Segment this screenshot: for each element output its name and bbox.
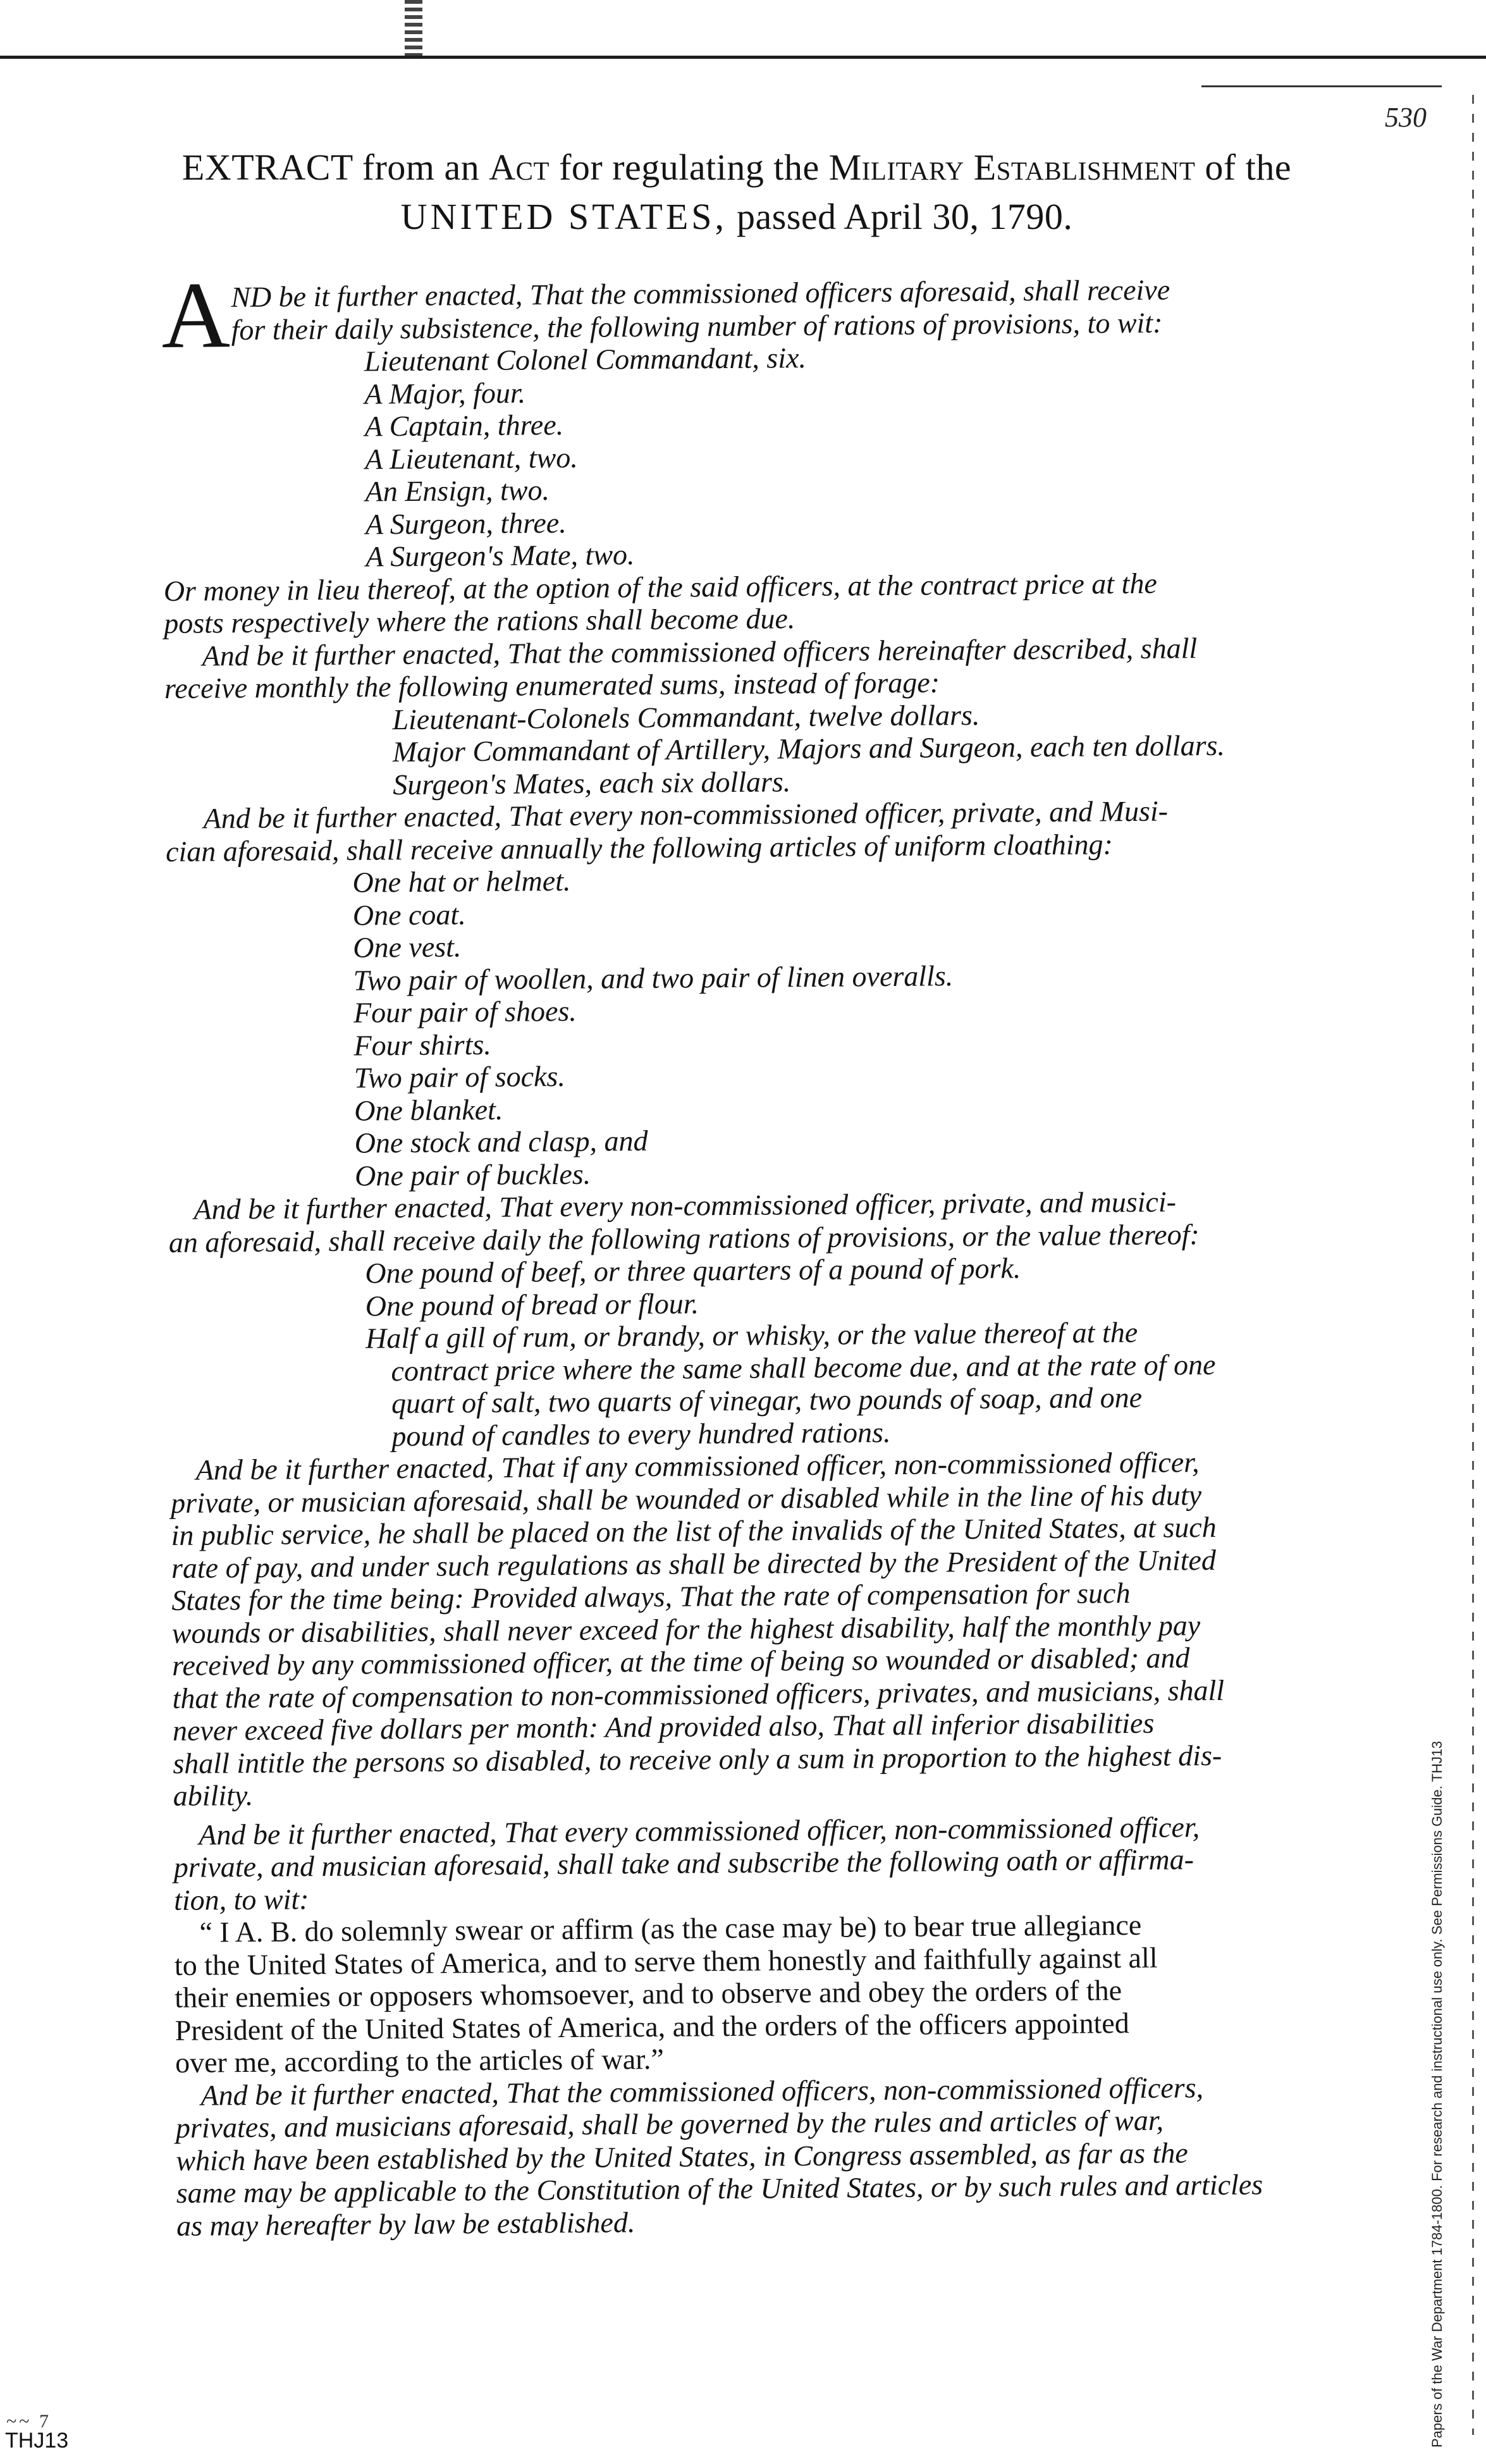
- ration-item: A Surgeon, three.: [365, 506, 567, 540]
- right-edge-rule: [1472, 95, 1474, 2435]
- ration-item: A Captain, three.: [364, 409, 564, 443]
- oath-line: over me, according to the articles of war.”: [175, 2042, 665, 2079]
- oath-line: President of the United States of America, and the orders of the officers appointed: [175, 2006, 1129, 2047]
- text-line: received by any commissioned officer, at the time of being so wounded or disabled; and: [171, 1641, 1190, 1682]
- paragraph-start: And be it further enacted, That every commissioned officer, non-commissioned officer,: [199, 1810, 1200, 1851]
- title-military-establishment: Military Establishment: [828, 147, 1196, 188]
- title-text: of the: [1195, 147, 1292, 188]
- act-text: [161, 262, 1280, 2242]
- clothing-item: Two pair of woollen, and two pair of linen overalls.: [353, 959, 954, 997]
- text-line: A ND be it further enacted, That the commissioned officers aforesaid, shall receive: [161, 262, 1170, 368]
- text-line: posts respectively where the rations shall become due.: [164, 602, 795, 639]
- text-line: privates, and musicians aforesaid, shall be governed by the rules and articles of war,: [175, 2104, 1164, 2144]
- title-act: Act: [489, 147, 550, 188]
- oath-line: their enemies or opposers whomsoever, and to observe and obey the orders of the: [175, 1974, 1122, 2014]
- text-line: for their daily subsistence, the following number of rations of provisions, to wit:: [231, 306, 1163, 346]
- title-date: passed April 30, 1790.: [727, 196, 1073, 237]
- text-line: States for the time being: Provided always, That the rate of compensation for such: [171, 1577, 1131, 1617]
- daily-ration-item: One pound of beef, or three quarters of a pound of pork.: [365, 1252, 1021, 1290]
- binding-mark: [405, 0, 422, 60]
- clothing-item: One pair of buckles.: [354, 1157, 591, 1192]
- text-line: cian aforesaid, shall receive annually the following articles of uniform cloathing:: [165, 827, 1114, 868]
- daily-ration-item: quart of salt, two quarts of vinegar, two pounds of soap, and one: [391, 1381, 1143, 1420]
- clothing-item: Four pair of shoes.: [353, 994, 577, 1029]
- text-line: which have been established by the United States, in Congress assembled, as far as the: [176, 2136, 1188, 2177]
- daily-ration-item: pound of candles to every hundred rations.: [391, 1415, 891, 1452]
- clothing-item: One stock and clasp, and: [354, 1124, 648, 1159]
- forage-item: Surgeon's Mates, each six dollars.: [393, 765, 791, 801]
- oath-line: “ I A. B. do solemnly swear or affirm (as the case may be) to bear true allegiance: [199, 1908, 1142, 1949]
- document-id: THJ13: [5, 2429, 69, 2453]
- text-line: shall intitle the persons so disabled, to receive only a sum in proportion to the highest dis-: [173, 1739, 1222, 1780]
- clothing-item: One coat.: [352, 897, 466, 932]
- text-line: rate of pay, and under such regulations as shall be directed by the President of the United: [171, 1543, 1217, 1584]
- daily-ration-item: contract price where the same shall become due, and at the rate of one: [391, 1348, 1216, 1387]
- top-rule-right: [1201, 85, 1442, 87]
- ration-item: A Lieutenant, two.: [365, 441, 578, 475]
- text-line: same may be applicable to the Constitution of the United States, or by such rules and articles: [176, 2168, 1263, 2209]
- text-line: private, or musician aforesaid, shall be wounded or disabled while in the line of his duty: [170, 1478, 1202, 1519]
- document-title: [177, 143, 1296, 242]
- clothing-item: One vest.: [353, 930, 462, 964]
- title-united-states: UNITED STATES,: [400, 196, 728, 237]
- clothing-item: One hat or helmet.: [352, 864, 571, 899]
- paragraph-start: And be it further enacted, That the commissioned officers hereinafter described, shall: [202, 631, 1198, 672]
- text-line: wounds or disabilities, shall never exceed for the highest disability, half the monthly pay: [171, 1608, 1201, 1649]
- oath-line: to the United States of America, and to serve them honestly and faithfully against all: [174, 1941, 1158, 1981]
- text-line: tion, to wit:: [173, 1882, 309, 1916]
- title-text: EXTRACT from an: [181, 147, 489, 188]
- text-line: ability.: [173, 1778, 254, 1812]
- ration-item: A Major, four.: [364, 376, 526, 410]
- daily-ration-item: Half a gill of rum, or brandy, or whisky, or the value thereof at the: [365, 1315, 1138, 1355]
- paragraph-start: And be it further enacted, That if any commissioned officer, non-commissioned officer,: [195, 1446, 1200, 1486]
- text-line: private, and musician aforesaid, shall take and subscribe the following oath or affirma-: [173, 1843, 1194, 1883]
- top-rule: [0, 56, 1486, 59]
- drop-cap: A: [161, 262, 231, 368]
- title-text: for regulating the: [550, 147, 829, 188]
- ration-item: A Surgeon's Mate, two.: [365, 538, 635, 573]
- clothing-item: Four shirts.: [353, 1028, 491, 1062]
- text-line: in public service, he shall be placed on the list of the invalids of the United States, at such: [171, 1510, 1217, 1551]
- bottom-mark: ~~ 7: [6, 2411, 51, 2432]
- forage-item: Lieutenant-Colonels Commandant, twelve dollars.: [392, 698, 980, 736]
- ration-item: An Ensign, two.: [365, 474, 550, 508]
- title-line-2: [177, 192, 1296, 242]
- ration-item: Lieutenant Colonel Commandant, six.: [364, 341, 807, 378]
- text-line: never exceed five dollars per month: And provided also, That all inferior disabilities: [172, 1706, 1155, 1747]
- paragraph-start: And be it further enacted, That every non-commissioned officer, private, and Musi-: [203, 794, 1169, 835]
- title-line-1: [177, 143, 1296, 192]
- clothing-item: One blanket.: [354, 1093, 503, 1127]
- forage-item: Major Commandant of Artillery, Majors and Surgeon, each ten dollars.: [392, 729, 1225, 768]
- paragraph-start: And be it further enacted, That the commissioned officers, non-commissioned officers,: [200, 2071, 1204, 2112]
- text-line: as may hereafter by law be established.: [176, 2205, 636, 2242]
- page-number: 530: [1385, 102, 1427, 133]
- text-line: receive monthly the following enumerated sums, instead of forage:: [164, 666, 940, 705]
- clothing-item: Two pair of socks.: [353, 1060, 566, 1094]
- text-line: Or money in lieu thereof, at the option of the said officers, at the contract price at the: [163, 567, 1157, 607]
- text-line: an aforesaid, shall receive daily the following rations of provisions, or the value thereof:: [168, 1217, 1200, 1259]
- paragraph-start: And be it further enacted, That every non-commissioned officer, private, and musici-: [193, 1185, 1177, 1226]
- text-line: that the rate of compensation to non-commissioned officers, privates, and musicians, shall: [172, 1673, 1225, 1715]
- daily-ration-item: One pound of bread or flour.: [365, 1286, 699, 1322]
- archive-side-note: Papers of the War Department 1784-1800. For research and instructional use only. See Permissions Guide. THJ13: [1429, 1740, 1445, 2448]
